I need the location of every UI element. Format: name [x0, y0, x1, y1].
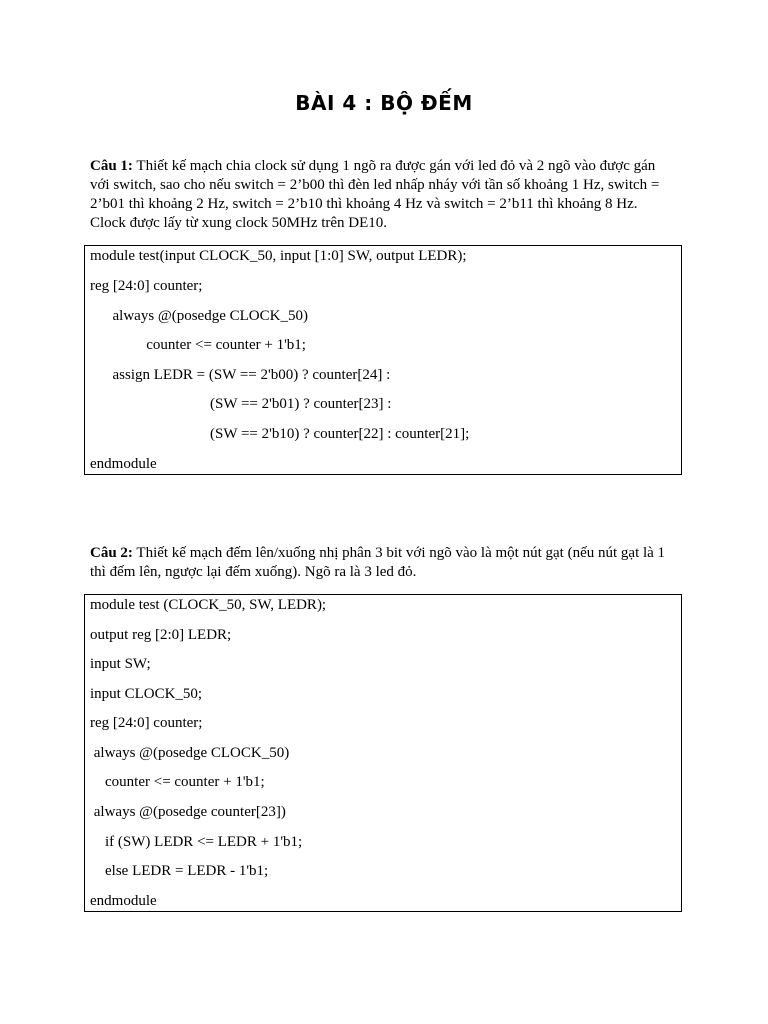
code-line: assign LEDR = (SW == 2'b00) ? counter[24] :	[90, 367, 391, 383]
page-title: BÀI 4 : BỘ ĐẾM	[295, 91, 473, 115]
code-box-2	[84, 594, 682, 912]
code-line: endmodule	[90, 456, 157, 472]
code-line: reg [24:0] counter;	[90, 278, 203, 294]
code-line: input CLOCK_50;	[90, 686, 203, 702]
code-line: counter <= counter + 1'b1;	[90, 337, 306, 353]
question-1	[90, 157, 675, 233]
code-line: input SW;	[90, 656, 151, 672]
code-line: always @(posedge counter[23])	[90, 804, 286, 820]
code-line: (SW == 2'b01) ? counter[23] :	[90, 396, 392, 412]
question-1-text: Thiết kế mạch chia clock sử dụng 1 ngõ ra được gán với led đỏ và 2 ngõ vào được gán với switch, sao cho nếu switch = 2’b00 thì đèn led nhấp nháy với tần số khoảng 1 Hz, switch = 2’b01 thì khoảng 2 Hz, switch = 2’b10 thì khoảng 4 Hz và switch = 2’b11 thì khoảng 8 Hz. Clock được lấy từ xung clock 50MHz trên DE10.	[90, 158, 660, 231]
code-line: counter <= counter + 1'b1;	[90, 774, 265, 790]
code-line: else LEDR = LEDR - 1'b1;	[90, 863, 269, 879]
code-line: reg [24:0] counter;	[90, 715, 203, 731]
question-2-label: Câu 2:	[90, 545, 133, 561]
code-line: always @(posedge CLOCK_50)	[90, 308, 308, 324]
code-line: module test(input CLOCK_50, input [1:0] SW, output LEDR);	[90, 248, 467, 264]
code-line: module test (CLOCK_50, SW, LEDR);	[90, 597, 327, 613]
code-line: (SW == 2'b10) ? counter[22] : counter[21];	[90, 426, 470, 442]
code-line: always @(posedge CLOCK_50)	[90, 745, 290, 761]
code-box-1	[84, 245, 682, 475]
code-line: output reg [2:0] LEDR;	[90, 627, 232, 643]
code-line: if (SW) LEDR <= LEDR + 1'b1;	[90, 834, 303, 850]
question-2-text: Thiết kế mạch đếm lên/xuống nhị phân 3 bit với ngõ vào là một nút gạt (nếu nút gạt là 1 thì đếm lên, ngược lại đếm xuống). Ngõ ra là 3 led đỏ.	[90, 545, 666, 580]
question-2	[90, 544, 675, 582]
code-line: endmodule	[90, 893, 157, 909]
question-1-label: Câu 1:	[90, 158, 133, 174]
